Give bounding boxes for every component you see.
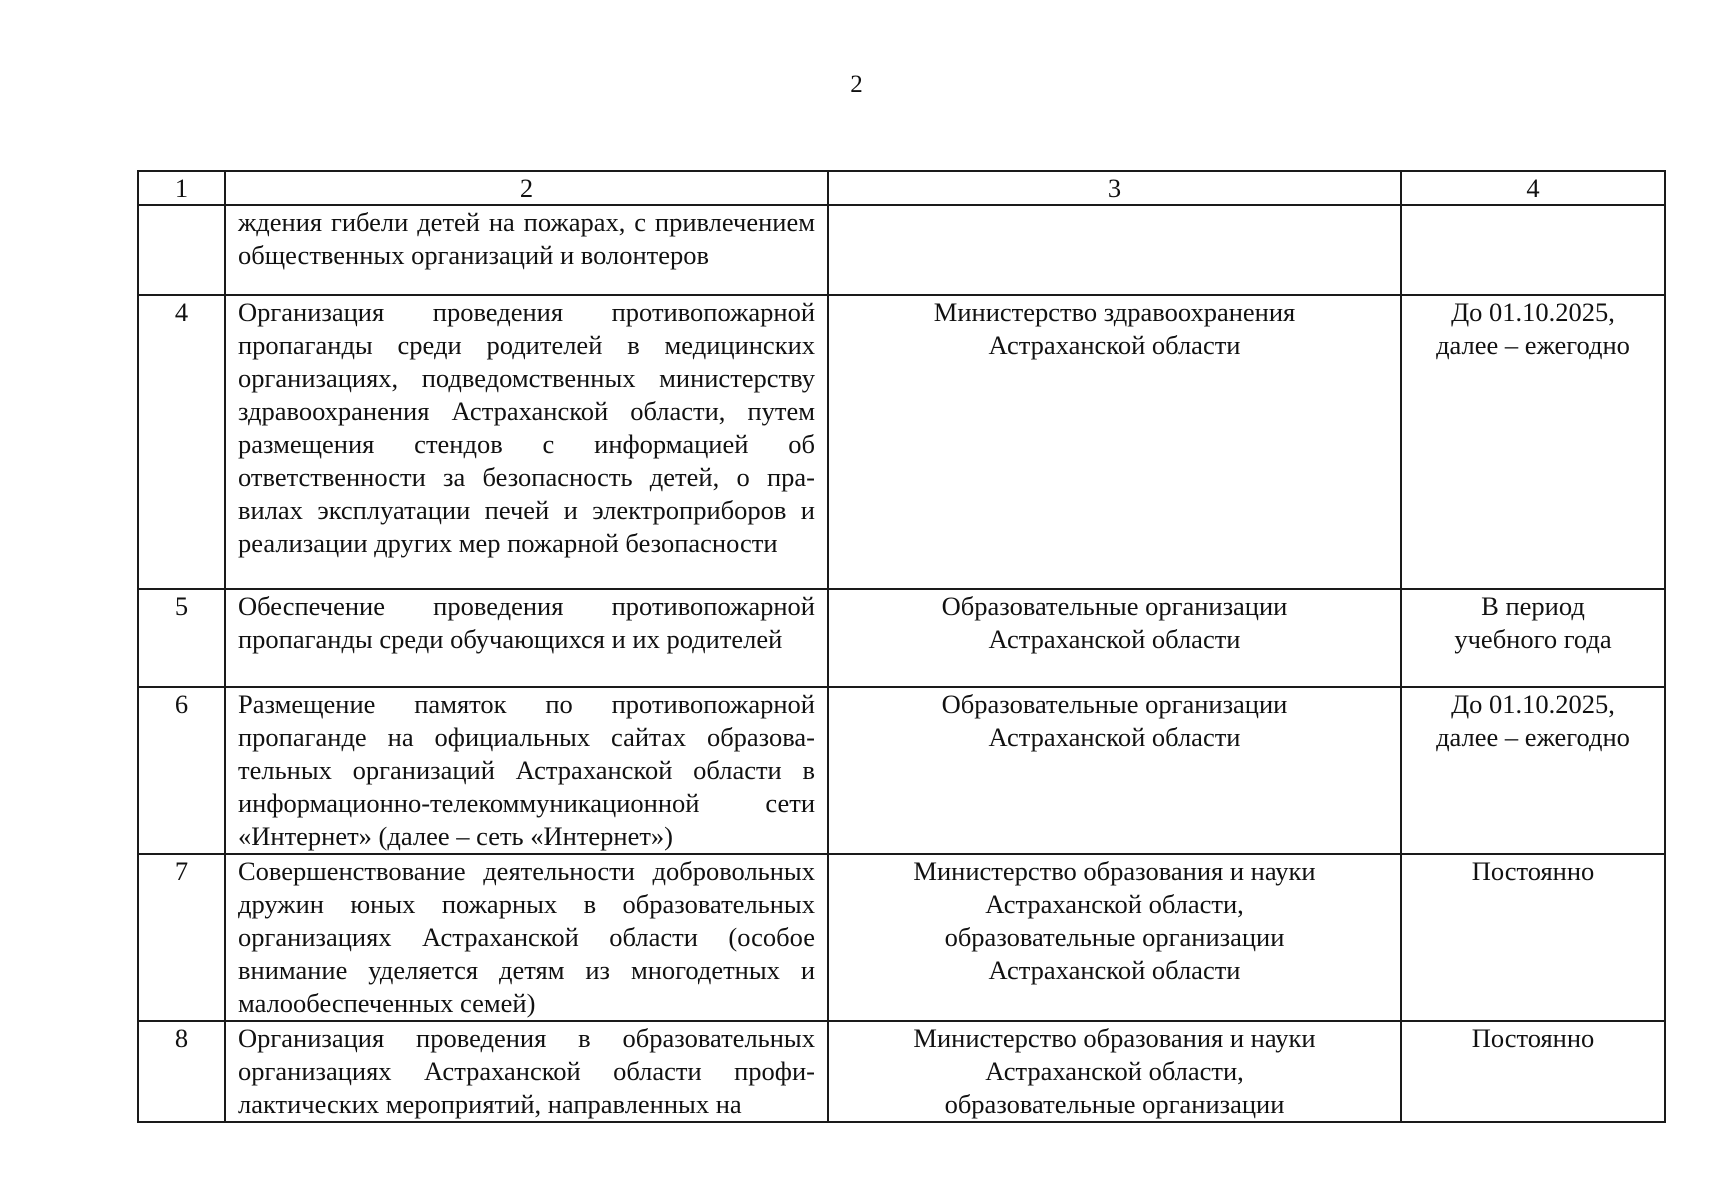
executor-text [828, 205, 1401, 295]
column-number-3: 3 [828, 171, 1401, 205]
term-text [1401, 205, 1665, 295]
plan-table [137, 170, 1666, 1123]
term-text: До 01.10.2025, далее – ежегодно [1401, 687, 1665, 854]
table-row [138, 295, 1665, 589]
measure-text: Размещение памяток по противопожарной пропаганде на официальных сайтах образовательных организаций Астраханской области в информационно-телекоммуникационной сети «Интернет» (далее – сеть «Интернет») [225, 687, 828, 854]
executor-text: Министерство образования и науки Астраханской области, образовательные организации [828, 1021, 1401, 1122]
column-number-2: 2 [225, 171, 828, 205]
row-number [138, 205, 225, 295]
measure-text: ждения гибели детей на пожарах, с привлечением общественных организаций и волонтеров [225, 205, 828, 295]
column-number-1: 1 [138, 171, 225, 205]
row-number: 6 [138, 687, 225, 854]
term-text: До 01.10.2025, далее – ежегодно [1401, 295, 1665, 589]
column-number-4: 4 [1401, 171, 1665, 205]
measure-text: Организация проведения в образовательных организациях Астраханской области профилактических мероприятий, направленных на [225, 1021, 828, 1122]
term-text: Постоянно [1401, 854, 1665, 1021]
page-number: 2 [850, 71, 863, 98]
executor-text: Образовательные организации Астраханской области [828, 589, 1401, 687]
table-row [138, 687, 1665, 854]
measure-text: Совершенствование деятельности добровольных дружин юных пожарных в образовательных организациях Астраханской области (особое внимание уделяется детям из многодетных и малообеспеченных семей) [225, 854, 828, 1021]
measure-text: Организация проведения противопожарной пропаганды среди родителей в медицинских организациях, подведомственных министерству здравоохранения Астраханской области, путем размещения стендов с информацией об ответственности за безопасность детей, о правилах эксплуатации печей и электроприборов и реализации других мер пожарной безопасности [225, 295, 828, 589]
executor-text: Министерство здравоохранения Астраханской области [828, 295, 1401, 589]
table-row [138, 205, 1665, 295]
table-row [138, 854, 1665, 1021]
row-number: 8 [138, 1021, 225, 1122]
measure-text: Обеспечение проведения противопожарной пропаганды среди обучающихся и их родителей [225, 589, 828, 687]
table-row [138, 1021, 1665, 1122]
row-number: 7 [138, 854, 225, 1021]
executor-text: Министерство образования и науки Астраханской области, образовательные организации Астраханской области [828, 854, 1401, 1021]
row-number: 5 [138, 589, 225, 687]
term-text: Постоянно [1401, 1021, 1665, 1122]
term-text: В период учебного года [1401, 589, 1665, 687]
row-number: 4 [138, 295, 225, 589]
table-row [138, 589, 1665, 687]
executor-text: Образовательные организации Астраханской области [828, 687, 1401, 854]
column-number-row [138, 171, 1665, 205]
